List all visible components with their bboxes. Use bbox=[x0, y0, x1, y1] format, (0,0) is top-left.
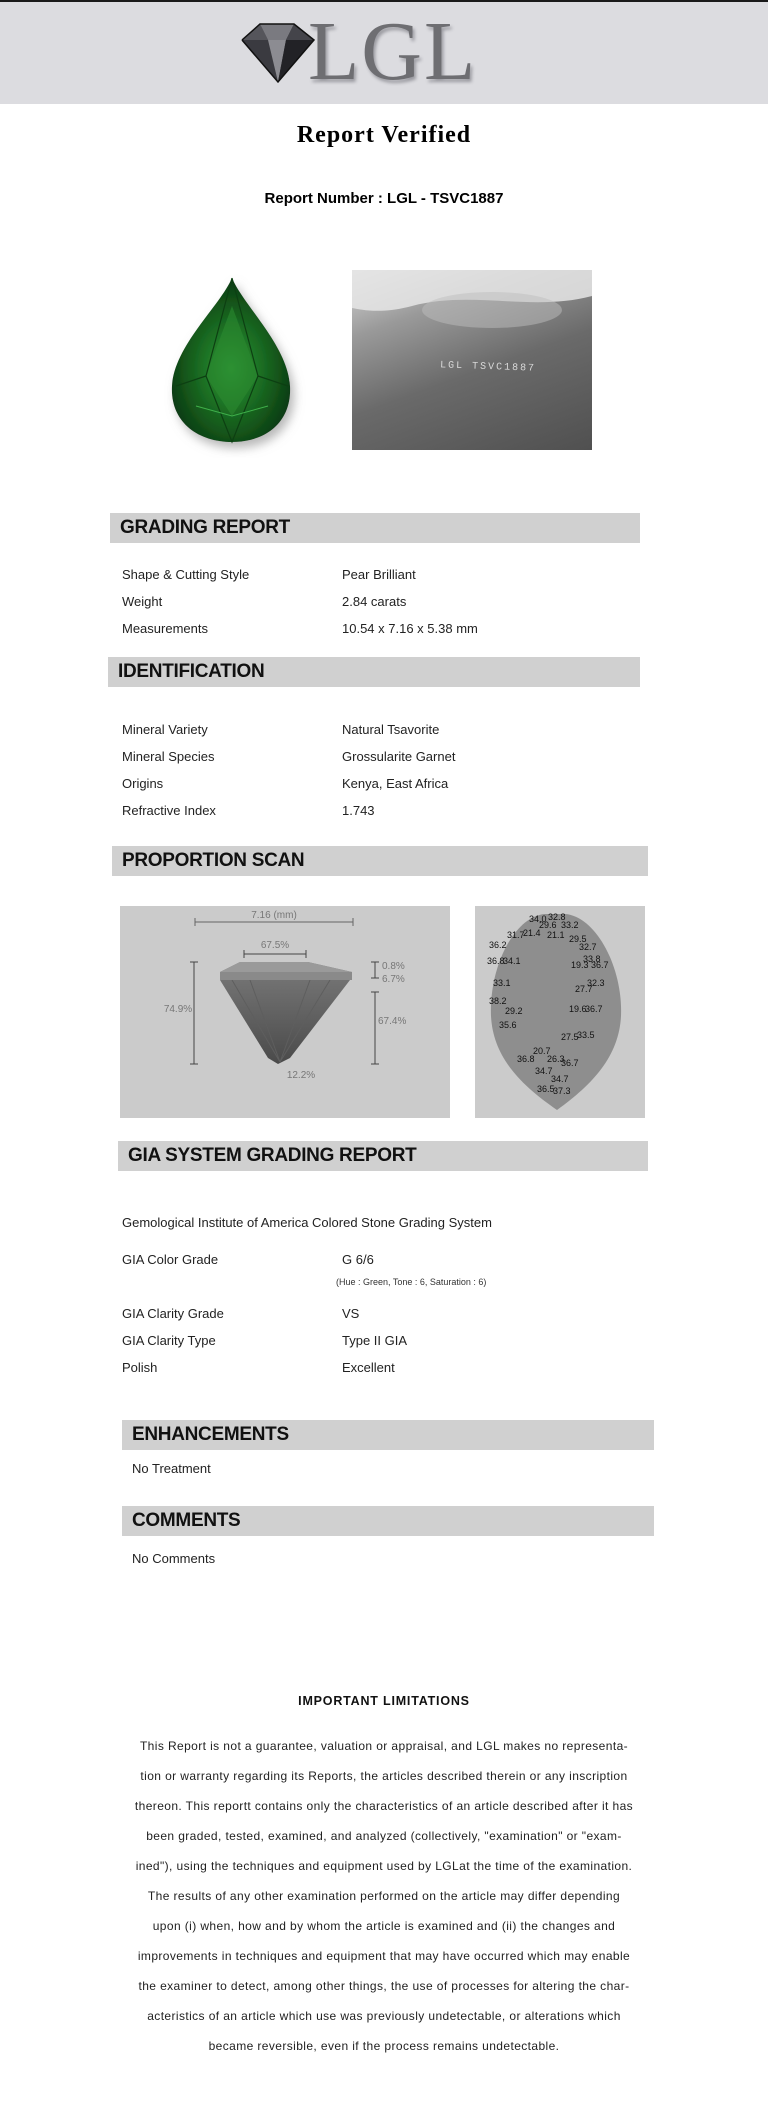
top-view-value: 21.4 bbox=[523, 928, 541, 938]
row-label: Origins bbox=[122, 776, 164, 791]
limitations-line: thereon. This reportt contains only the characteristics of an article described after it has bbox=[134, 1799, 634, 1813]
lgl-logo[interactable] bbox=[232, 5, 492, 98]
row-value: VS bbox=[342, 1306, 360, 1321]
comments-text: No Comments bbox=[132, 1551, 216, 1566]
top-view-value: 34.0 bbox=[529, 914, 547, 924]
top-view-value: 26.3 bbox=[547, 1054, 565, 1064]
top-view-value: 32.8 bbox=[548, 912, 566, 922]
enhancements-heading: ENHANCEMENTS bbox=[122, 1420, 654, 1450]
row-label: GIA Color Grade bbox=[122, 1252, 219, 1267]
top-view-value: 36.7 bbox=[561, 1058, 579, 1068]
top-view-value: 36.8 bbox=[517, 1054, 535, 1064]
culet-label: 12.2% bbox=[286, 1070, 316, 1081]
top-view-value: 27.7 bbox=[575, 984, 593, 994]
row-label: Refractive Index bbox=[122, 803, 216, 818]
top-view-value: 21.1 bbox=[547, 930, 565, 940]
table-label: 67.5% bbox=[260, 940, 290, 951]
top-view-value: 36.7 bbox=[591, 960, 609, 970]
proportion-scan-heading: PROPORTION SCAN bbox=[112, 846, 648, 876]
top-view-value: 36.2 bbox=[489, 940, 507, 950]
top-view-value: 34.7 bbox=[535, 1066, 553, 1076]
grading-report-heading: GRADING REPORT bbox=[110, 513, 640, 543]
top-view-value: 19.3 bbox=[571, 960, 589, 970]
top-view-value: 34.7 bbox=[551, 1074, 569, 1084]
total-depth-label: 74.9% bbox=[163, 1004, 193, 1015]
top-view-value: 29.6 bbox=[539, 920, 557, 930]
top-view-value: 33.1 bbox=[493, 978, 511, 988]
row-label: Mineral Species bbox=[122, 749, 215, 764]
width-label: 7.16 (mm) bbox=[251, 910, 297, 921]
row-label: Measurements bbox=[122, 621, 208, 636]
top-view-value: 19.6 bbox=[569, 1004, 587, 1014]
top-view-value: 33.5 bbox=[577, 1030, 595, 1040]
top-view-value: 36.8 bbox=[487, 956, 505, 966]
row-label: Mineral Variety bbox=[122, 722, 208, 737]
row-value: G 6/6 bbox=[342, 1252, 374, 1267]
top-view-value: 36.5 bbox=[537, 1084, 555, 1094]
top-view-value: 37.3 bbox=[553, 1086, 571, 1096]
enhancements-text: No Treatment bbox=[132, 1461, 211, 1476]
top-view-value: 29.5 bbox=[569, 934, 587, 944]
gia-heading: GIA SYSTEM GRADING REPORT bbox=[118, 1141, 648, 1171]
top-view-value: 31.7 bbox=[507, 930, 525, 940]
row-value: Natural Tsavorite bbox=[342, 722, 440, 737]
limitations-heading: IMPORTANT LIMITATIONS bbox=[298, 1694, 470, 1708]
limitations-line: upon (i) when, how and by whom the article is examined and (ii) the changes and bbox=[152, 1919, 616, 1933]
limitations-line: been graded, tested, examined, and analyzed (collectively, "examination" or "exam- bbox=[146, 1829, 622, 1843]
top-view-value: 27.5 bbox=[561, 1032, 579, 1042]
row-label: Shape & Cutting Style bbox=[122, 567, 250, 582]
pavilion-label: 67.4% bbox=[378, 1016, 407, 1027]
limitations-line: The results of any other examination performed on the article may differ depending bbox=[147, 1889, 621, 1903]
top-view-value: 33.8 bbox=[583, 954, 601, 964]
row-value: Grossularite Garnet bbox=[342, 749, 456, 764]
top-view-diagram bbox=[475, 906, 645, 1118]
row-label: GIA Clarity Grade bbox=[122, 1306, 224, 1321]
identification-heading: IDENTIFICATION bbox=[108, 657, 640, 687]
row-value: Excellent bbox=[342, 1360, 395, 1375]
limitations-line: This Report is not a guarantee, valuation or appraisal, and LGL makes no representa- bbox=[139, 1739, 629, 1753]
limitations-line: tion or warranty regarding its Reports, the articles described therein or any inscription bbox=[140, 1769, 628, 1783]
header-banner bbox=[0, 2, 768, 104]
top-view-value: 38.2 bbox=[489, 996, 507, 1006]
row-value: Kenya, East Africa bbox=[342, 776, 449, 791]
top-view-value: 35.6 bbox=[499, 1020, 517, 1030]
limitations-line: became reversible, even if the process remains undetectable. bbox=[208, 2039, 560, 2053]
row-value: Pear Brilliant bbox=[342, 567, 416, 582]
limitations-line: acteristics of an article which use was previously undetectable, or alterations which bbox=[147, 2009, 621, 2023]
top-view-value: 34.1 bbox=[503, 956, 521, 966]
top-view-value: 36.7 bbox=[585, 1004, 603, 1014]
gemstone-photo bbox=[136, 266, 326, 458]
report-number: Report Number : LGL - TSVC1887 bbox=[264, 190, 504, 207]
inscription-photo bbox=[352, 270, 592, 450]
row-value: 10.54 x 7.16 x 5.38 mm bbox=[342, 621, 478, 636]
row-value: 1.743 bbox=[342, 803, 375, 818]
logo-text: LGL bbox=[308, 5, 478, 98]
top-view-value: 29.2 bbox=[505, 1006, 523, 1016]
top-view-value: 32.3 bbox=[587, 978, 605, 988]
row-label: Polish bbox=[122, 1360, 158, 1375]
laser-inscription: LGL TSVC1887 bbox=[439, 360, 537, 375]
color-note: (Hue : Green, Tone : 6, Saturation : 6) bbox=[336, 1277, 487, 1287]
top-view-value: 32.7 bbox=[579, 942, 597, 952]
top-view-value: 20.7 bbox=[533, 1046, 551, 1056]
row-label: GIA Clarity Type bbox=[122, 1333, 216, 1348]
girdle-label: 0.8% bbox=[382, 961, 405, 972]
limitations-line: ined"), using the techniques and equipment used by LGLat the time of the examination. bbox=[135, 1859, 633, 1873]
limitations-line: improvements in techniques and equipment that may have occurred which may enable bbox=[137, 1949, 631, 1963]
system-name-text: Gemological Institute of America Colored Stone Grading System bbox=[122, 1215, 492, 1230]
row-value: 2.84 carats bbox=[342, 594, 407, 609]
row-label: Weight bbox=[122, 594, 163, 609]
top-view-value: 33.2 bbox=[561, 920, 579, 930]
row-value: Type II GIA bbox=[342, 1333, 408, 1348]
limitations-line: the examiner to detect, among other things, the use of processes for altering the char- bbox=[138, 1979, 630, 1993]
limitations-body bbox=[118, 1731, 650, 2061]
crown-label: 6.7% bbox=[382, 974, 405, 985]
comments-heading: COMMENTS bbox=[122, 1506, 654, 1536]
page-title: Report Verified bbox=[296, 122, 472, 148]
side-profile-diagram bbox=[120, 906, 450, 1118]
